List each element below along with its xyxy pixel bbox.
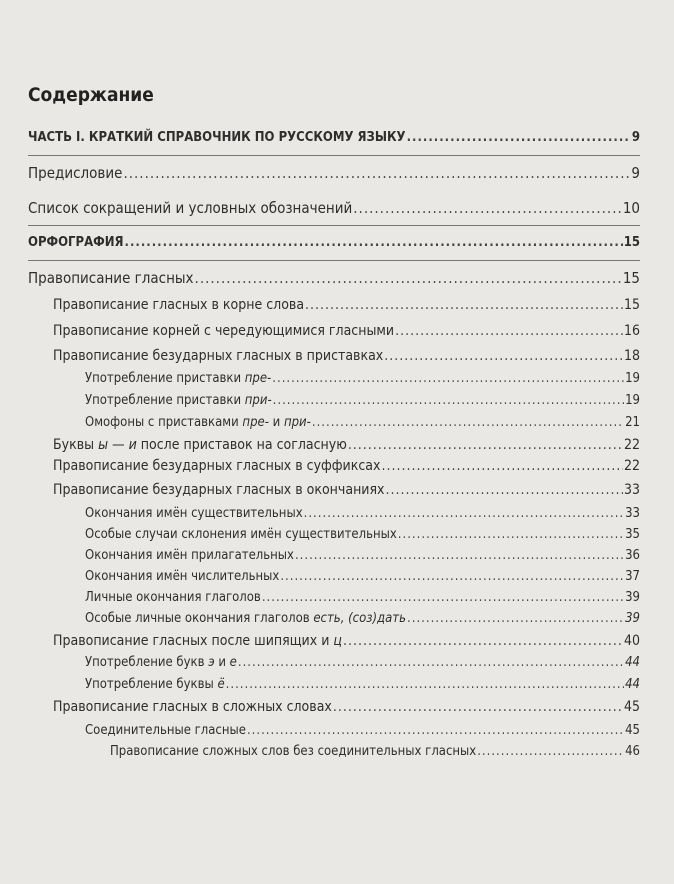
toc-entry-label [28,233,124,253]
toc-entry-label [85,653,237,673]
dot-leader [272,369,624,389]
divider [28,225,640,226]
toc-entry-label-part: Соединительные гласные [85,723,246,738]
toc-entry-label-part: Личные окончания глаголов [85,590,261,605]
toc-entry-label [85,546,294,566]
toc-page-number: 10 [622,199,640,217]
toc-page-number: 40 [623,633,640,649]
toc-entry[interactable] [28,233,640,253]
toc-entry-label-part: Правописание гласных в сложных словах [53,699,332,715]
dot-leader [295,546,624,566]
toc-entry-label-part: после приставок на согласную [136,437,347,453]
toc-entry[interactable] [85,721,640,741]
toc-entry-label [53,295,304,315]
toc-entry-label [53,321,394,341]
dot-leader [125,233,623,253]
toc-entry[interactable] [85,391,640,411]
dot-leader [381,456,623,476]
toc-entry-label-part: Употребление приставки [85,393,245,408]
toc-entry-label-part: пре- [242,415,269,430]
toc-page-number: 35 [625,527,640,542]
toc-page-number: 21 [625,415,640,430]
toc-entry-label-part: Правописание безударных гласных в суффиксах [53,458,381,474]
toc-entry-label-part: Правописание безударных гласных в приставках [53,348,384,364]
toc-entry-label [28,268,194,288]
toc-entry-label-part: Употребление букв [85,655,209,670]
dot-leader [238,653,624,673]
dot-leader [384,346,623,366]
toc-page-number: 22 [623,458,640,474]
toc-entry-label-part: Употребление буквы [85,677,218,692]
dot-leader [353,198,622,218]
toc-entry-label-part: ЧАСТЬ I. КРАТКИЙ СПРАВОЧНИК ПО РУССКОМУ ЯЗЫКУ [28,130,406,145]
toc-entry-label-part: ы — и [98,437,137,453]
toc-entry-label [85,391,272,411]
divider [28,155,640,156]
toc-entry-label-part: при- [283,415,311,430]
toc-page-number: 46 [625,744,640,759]
toc-entry[interactable] [85,588,640,608]
toc-entry-label-part: Окончания имён числительных [85,569,280,584]
toc-entry-label [85,413,311,433]
toc-page-number: 15 [623,235,640,250]
toc-entry[interactable] [28,163,640,183]
toc-entry-label-part: Предисловие [28,164,123,182]
toc-page-number: 45 [625,723,640,738]
toc-entry-label-part: Особые случаи склонения имён существительных [85,527,397,542]
dot-leader [395,321,623,341]
dot-leader [273,391,624,411]
dot-leader [407,128,631,148]
toc-entry-label-part: ОРФОГРАФИЯ [28,235,124,250]
toc-entry-label-part: и [214,655,230,670]
toc-entry-label-part: ц [333,633,342,649]
toc-page-number: 39 [625,611,640,626]
toc-entry[interactable] [53,321,640,341]
toc-entry-label [53,346,383,366]
toc-entry[interactable] [85,546,640,566]
divider [28,260,640,261]
toc-page-number: 33 [625,506,640,521]
toc-entry[interactable] [110,742,640,762]
toc-entry-label [110,742,476,762]
toc-page-number: 16 [623,323,640,339]
toc-entry[interactable] [85,653,640,673]
toc-entry-label [85,369,271,389]
dot-leader [305,295,623,315]
toc-entry[interactable] [85,567,640,587]
toc-entry-label-part: э [208,655,215,670]
toc-entry-label [53,435,347,455]
dot-leader [247,721,624,741]
toc-entry-label [85,588,261,608]
toc-entry[interactable] [85,609,640,629]
toc-page-number: 15 [622,269,640,287]
dot-leader [195,268,622,288]
toc-entry-label [85,525,397,545]
toc-entry-label-part: Правописание гласных [28,269,194,287]
toc-entry-label-part: Правописание сложных слов без соединительных гласных [110,744,477,759]
toc-page-number: 37 [625,569,640,584]
toc-page-number: 36 [625,548,640,563]
dot-leader [477,742,624,762]
toc-entry[interactable] [53,480,640,500]
toc-entry[interactable] [53,295,640,315]
toc-entry-label [53,480,385,500]
toc-page-number: 33 [623,482,640,498]
toc-entry-label [53,697,332,717]
toc-entry-label-part: при- [244,393,272,408]
toc-entry-label [28,128,406,148]
toc-entry-label [28,163,122,183]
toc-page-number: 18 [623,348,640,364]
toc-entry-label [53,631,342,651]
toc-entry-label [85,721,246,741]
toc-entry[interactable] [28,128,640,148]
toc-page-number: 19 [625,393,640,408]
toc-page-number: 9 [631,130,640,145]
toc-entry[interactable] [85,525,640,545]
toc-entry-label-part: и [268,415,284,430]
dot-leader [280,567,624,587]
toc-entry[interactable] [85,369,640,389]
toc-page-number: 45 [623,699,640,715]
toc-entry[interactable] [53,456,640,476]
dot-leader [407,609,624,629]
toc-entry-label-part: Список сокращений и условных обозначений [28,199,353,217]
toc-entry-label-part: Правописание гласных после шипящих и [53,633,334,649]
toc-entry-label [85,675,225,695]
toc-entry-label [28,198,352,218]
toc-page-number: 19 [625,371,640,386]
toc-entry[interactable] [28,198,640,218]
toc-entry[interactable] [53,697,640,717]
toc-page-number: 39 [625,590,640,605]
toc-entry-label-part: Правописание корней с чередующимися гласными [53,323,395,339]
dot-leader [262,588,624,608]
toc-page-number: 22 [623,437,640,453]
toc-page-number: 9 [631,164,640,182]
toc-entry-label-part: е [229,655,237,670]
dot-leader [386,480,623,500]
toc-entry-label [85,609,406,629]
dot-leader [123,163,630,183]
toc-entry-label-part: Омофоны с приставками [85,415,243,430]
dot-leader [312,413,624,433]
toc-entry-label [85,567,279,587]
toc-entry-label [53,456,380,476]
dot-leader [333,697,623,717]
toc-entry-label-part: Правописание безударных гласных в окончаниях [53,482,385,498]
toc-entry-label [85,504,303,524]
toc-entry-label-part: Окончания имён существительных [85,506,303,521]
toc-entry[interactable] [28,268,640,288]
toc-entry-label-part: пре- [244,371,272,386]
toc-page-number: 44 [625,677,640,692]
toc-entry[interactable] [85,504,640,524]
toc-entry[interactable] [53,346,640,366]
dot-leader [226,675,624,695]
toc-title: Содержание [28,84,154,106]
toc-entry-label-part: Буквы [53,437,99,453]
dot-leader [398,525,624,545]
dot-leader [304,504,624,524]
toc-entry[interactable] [53,435,640,455]
toc-entry[interactable] [85,413,640,433]
toc-entry-label-part: ё [217,677,225,692]
toc-entry-label-part: есть, (соз)дать [313,611,407,626]
toc-page-number: 15 [623,297,640,313]
toc-entry[interactable] [53,631,640,651]
toc-entry-label-part: Окончания имён прилагательных [85,548,294,563]
toc-page-number: 44 [625,655,640,670]
toc-entry[interactable] [85,675,640,695]
dot-leader [343,631,623,651]
toc-entry-label-part: Особые личные окончания глаголов [85,611,314,626]
toc-entry-label-part: Правописание гласных в корне слова [53,297,305,313]
dot-leader [348,435,623,455]
toc-entry-label-part: Употребление приставки [85,371,245,386]
